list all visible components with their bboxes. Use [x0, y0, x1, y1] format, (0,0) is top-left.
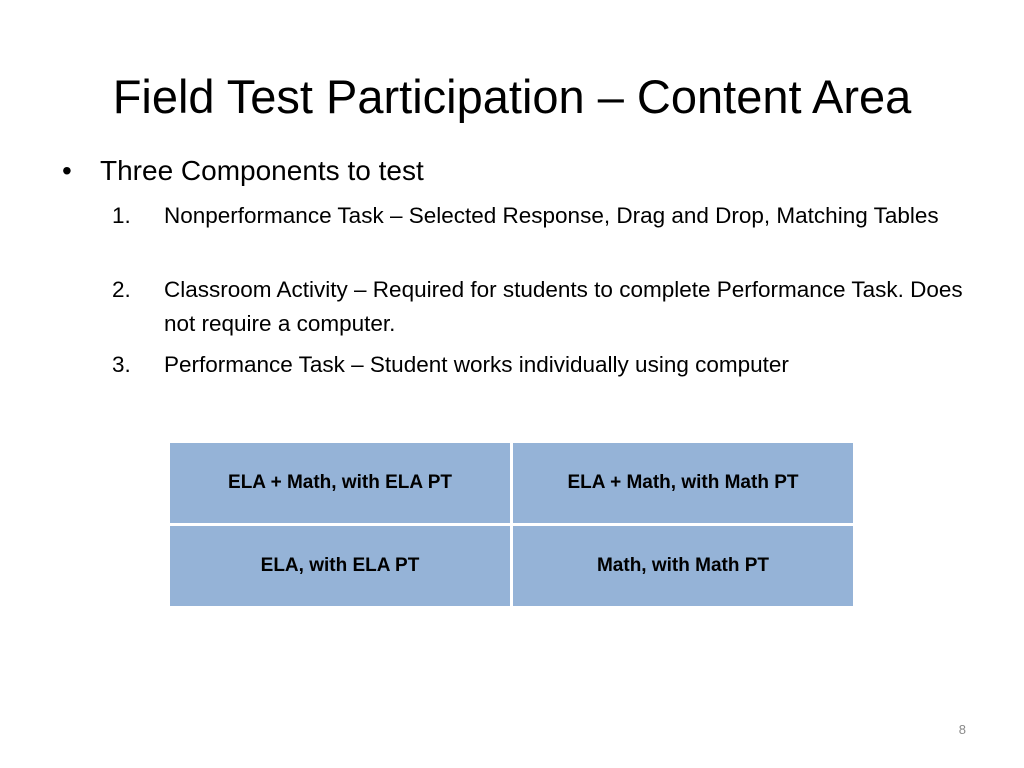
slide-title: Field Test Participation – Content Area	[112, 70, 912, 123]
item-text: Nonperformance Task – Selected Response, Drag and Drop, Matching Tables	[164, 203, 939, 228]
item-number: 3.	[112, 352, 131, 377]
table-cell: ELA, with ELA PT	[170, 526, 510, 606]
content-area-table	[170, 443, 854, 606]
bullet-text: Three Components to test	[100, 155, 424, 186]
table-cell: ELA + Math, with Math PT	[513, 443, 853, 523]
item-text: Performance Task – Student works individually using computer	[164, 352, 789, 377]
table-cell: Math, with Math PT	[513, 526, 853, 606]
table-cell: ELA + Math, with ELA PT	[170, 443, 510, 523]
item-number: 1.	[112, 203, 131, 228]
bullet-marker: •	[62, 155, 72, 186]
item-number: 2.	[112, 277, 131, 302]
page-number: 8	[958, 722, 966, 737]
item-text: Classroom Activity – Required for students to complete Performance Task. Does not require a computer.	[164, 277, 963, 336]
